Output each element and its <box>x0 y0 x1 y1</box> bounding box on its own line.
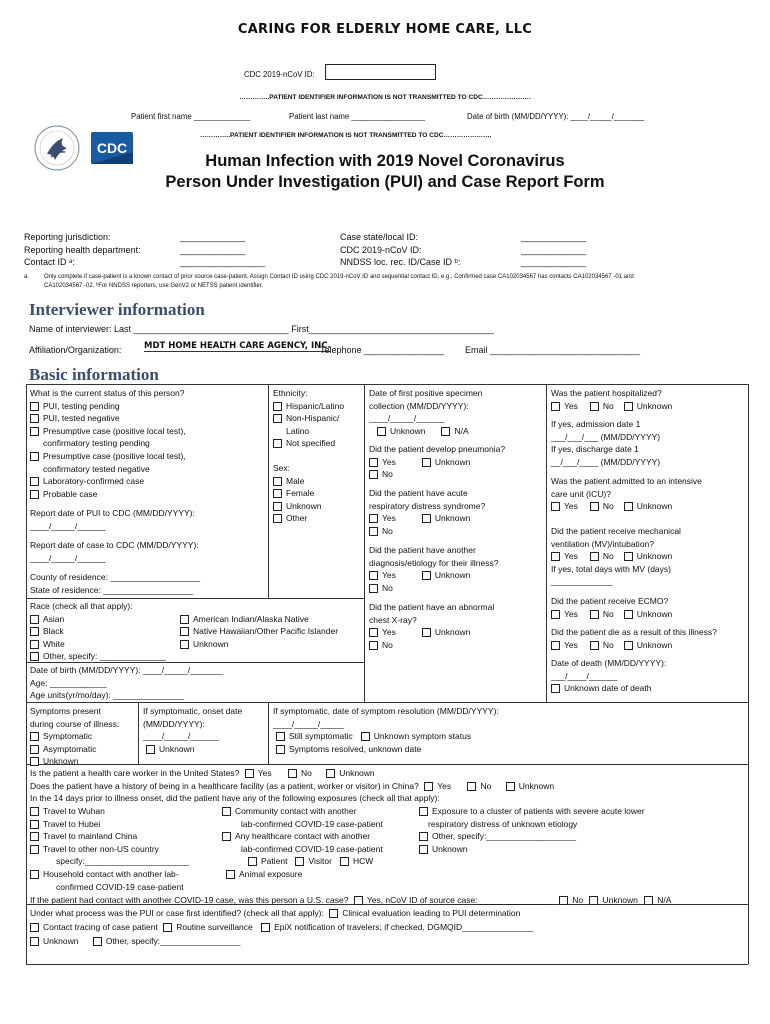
asymptomatic-checkbox[interactable] <box>30 745 39 754</box>
routine-surveillance-label: Routine surveillance <box>176 922 253 932</box>
process-unknown-label: Unknown <box>43 936 79 946</box>
mv-no-label: No <box>602 551 614 562</box>
race-unknown-label: Unknown <box>193 638 229 649</box>
ards-no-checkbox[interactable] <box>369 527 378 536</box>
admission-label: If yes, admission date 1 <box>551 419 641 429</box>
process-unknown-checkbox[interactable] <box>30 937 39 946</box>
unknown-status-checkbox[interactable] <box>361 732 370 741</box>
cluster-exposure-label: Exposure to a cluster of patients with severe acute lower <box>432 806 645 816</box>
contact-tracing-checkbox[interactable] <box>30 923 39 932</box>
discharge-field[interactable]: __/___/____ (MM/DD/YYYY) <box>551 456 661 467</box>
footnote-a-line1: Only complete if case-patient is a known contact of prior source case-patient. Assign Contact ID using CDC 2019-nCoV ID and sequential contact ID, e.g., Confirmed case CA102034567 has contacts CA102034567 -01 and <box>44 274 634 280</box>
status-presumptive-pending-label: Presumptive case (positive local test), <box>43 425 186 436</box>
animal-exposure-label: Animal exposure <box>239 868 303 879</box>
travel-wuhan-checkbox[interactable] <box>30 807 39 816</box>
race-white-checkbox[interactable] <box>30 640 39 649</box>
diagnosis-no-checkbox[interactable] <box>369 584 378 593</box>
patient-first-name[interactable]: Patient first name _____________ <box>131 112 251 121</box>
death-date-label: Date of death (MM/DD/YYYY): <box>551 658 667 668</box>
status-pui-pending-checkbox[interactable] <box>30 402 39 411</box>
resolution-field[interactable]: ____/_____/_____ <box>273 718 344 729</box>
status-lab-confirmed-checkbox[interactable] <box>30 477 39 486</box>
xray-yes-label: Yes <box>382 627 396 638</box>
ecmo-yes-checkbox[interactable] <box>551 610 560 619</box>
resolved-unknown-checkbox[interactable] <box>276 745 285 754</box>
ethnicity-nonhispanic-label: Non-Hispanic/ <box>286 413 340 424</box>
hcw-unknown-checkbox[interactable] <box>326 769 335 778</box>
ethnicity-label: Ethnicity: <box>273 388 308 398</box>
sex-label: Sex: <box>273 463 291 473</box>
mv-yes-checkbox[interactable] <box>551 552 560 561</box>
diagnosis-question: Did the patient have another <box>369 545 476 555</box>
healthcare-contact-label: Any healthcare contact with another <box>235 831 371 842</box>
specimen-unknown-label: Unknown <box>390 425 426 436</box>
xray-no-checkbox[interactable] <box>369 641 378 650</box>
ards-question2: respiratory distress syndrome? <box>369 500 486 511</box>
hospitalized-unknown-checkbox[interactable] <box>624 402 633 411</box>
travel-hubei-checkbox[interactable] <box>30 820 39 829</box>
identifier-notice-top: …………..PATIENT IDENTIFIER INFORMATION IS NOT TRANSMITTED TO CDC…………………. <box>239 94 531 101</box>
status-lab-confirmed-label: Laboratory-confirmed case <box>43 476 145 487</box>
epix-checkbox[interactable] <box>261 923 270 932</box>
healthcare-contact-checkbox[interactable] <box>222 832 231 841</box>
travel-other-checkbox[interactable] <box>30 845 39 854</box>
pneumonia-unknown-checkbox[interactable] <box>422 458 431 467</box>
onset-label: If symptomatic, onset date <box>143 706 243 716</box>
status-pui-negative-checkbox[interactable] <box>30 414 39 423</box>
ards-yes-checkbox[interactable] <box>369 514 378 523</box>
xray-question: Did the patient have an abnormal <box>369 602 495 612</box>
resolution-label: If symptomatic, date of symptom resolution (MM/DD/YYYY): <box>273 706 499 716</box>
pneumonia-yes-label: Yes <box>382 456 396 467</box>
sex-unknown-checkbox[interactable] <box>273 502 282 511</box>
icu-no-label: No <box>602 501 614 512</box>
mv-unknown-checkbox[interactable] <box>624 552 633 561</box>
state-field[interactable]: State of residence: ___________________ <box>30 584 194 595</box>
race-nhpi-label: Native Hawaiian/Other Pacific Islander <box>193 626 339 637</box>
ethnicity-hispanic-checkbox[interactable] <box>273 402 282 411</box>
animal-exposure-checkbox[interactable] <box>226 870 235 879</box>
hospitalized-question: Was the patient hospitalized? <box>551 388 662 398</box>
source-yes-label[interactable]: Yes, nCoV ID of source case: _______________ <box>366 895 551 905</box>
patient-dob[interactable]: Date of birth (MM/DD/YYYY): ____/_____/_______ <box>467 112 645 121</box>
community-contact-label: Community contact with another <box>235 806 357 816</box>
hcw-no-checkbox[interactable] <box>288 769 297 778</box>
household-contact-label2: confirmed COVID-19 case-patient <box>56 881 184 892</box>
race-asian-label: Asian <box>43 613 65 624</box>
exposure-unknown-label: Unknown <box>432 843 468 854</box>
status-question: What is the current status of this person? <box>30 388 185 398</box>
status-presumptive-negative-label2: confirmatory tested negative <box>43 463 150 474</box>
died-yes-label: Yes <box>564 639 578 650</box>
hcw-no-label: No <box>300 768 312 778</box>
affiliation-value[interactable]: MDT HOME HEALTH CARE AGENCY, INC. <box>144 341 331 351</box>
report-pui-field[interactable]: ____/_____/______ <box>30 520 106 531</box>
source-unknown-checkbox[interactable] <box>589 896 598 905</box>
race-black-checkbox[interactable] <box>30 627 39 636</box>
source-case-question: If the patient had contact with another COVID-19 case, was this person a U.S. case? <box>30 895 349 905</box>
ethnicity-nonhispanic-checkbox[interactable] <box>273 414 282 423</box>
china-facility-yes-label: Yes <box>437 780 452 791</box>
symptoms-unknown-checkbox[interactable] <box>30 757 39 766</box>
race-black-label: Black <box>43 626 64 637</box>
household-contact-label: Household contact with another lab- <box>43 868 179 879</box>
jurisdiction-field[interactable]: _____________ <box>180 232 246 242</box>
sex-female-checkbox[interactable] <box>273 489 282 498</box>
travel-other-specify[interactable]: specify:______________________ <box>56 856 189 867</box>
pneumonia-yes-checkbox[interactable] <box>369 458 378 467</box>
specimen-date-label: Date of first positive specimen <box>369 388 483 398</box>
hcw-yes-checkbox[interactable] <box>245 769 254 778</box>
sex-female-label: Female <box>286 488 315 499</box>
race-asian-checkbox[interactable] <box>30 615 39 624</box>
icu-question2: care unit (ICU)? <box>551 488 611 499</box>
ecmo-yes-label: Yes <box>564 608 578 619</box>
cdc-logo-text: CDC <box>96 140 128 156</box>
ards-unknown-checkbox[interactable] <box>422 514 431 523</box>
icu-no-checkbox[interactable] <box>590 502 599 511</box>
cluster-exposure-label2: respiratory distress of unknown etiology <box>428 818 578 829</box>
clinical-evaluation-label: Clinical evaluation leading to PUI determination <box>342 908 521 918</box>
diagnosis-unknown-checkbox[interactable] <box>422 571 431 580</box>
pneumonia-question: Did the patient develop pneumonia? <box>369 444 506 454</box>
contact-id-field[interactable]: _________________ <box>180 257 266 268</box>
ards-question: Did the patient have acute <box>369 488 468 498</box>
exposure-other-label: Other, specify:___________________ <box>432 831 577 842</box>
sex-male-label: Male <box>286 475 305 486</box>
status-presumptive-negative-label: Presumptive case (positive local test), <box>43 450 186 461</box>
source-yes-checkbox[interactable] <box>354 896 363 905</box>
source-na-checkbox[interactable] <box>644 896 653 905</box>
diagnosis-yes-label: Yes <box>382 570 396 581</box>
diagnosis-question2: diagnosis/etiology for their illness? <box>369 557 499 568</box>
exposure-other-checkbox[interactable] <box>419 832 428 841</box>
onset-unknown-label: Unknown <box>159 743 195 754</box>
cdc-ncov-id: CDC 2019-nCoV ID: <box>340 244 422 255</box>
community-contact-checkbox[interactable] <box>222 807 231 816</box>
xray-question2: chest X-ray? <box>369 614 417 625</box>
symptoms-present-label2: during course of illness: <box>30 718 120 729</box>
ethnicity-hispanic-label: Hispanic/Latino <box>286 400 345 411</box>
status-pui-pending-label: PUI, testing pending <box>43 400 120 411</box>
pneumonia-no-checkbox[interactable] <box>369 470 378 479</box>
travel-wuhan-label: Travel to Wuhan <box>43 806 105 816</box>
community-contact-label2: lab-confirmed COVID-19 case-patient <box>241 818 383 829</box>
footnote-a-label: a. <box>24 274 30 280</box>
form-title-line2: Person Under Investigation (PUI) and Case Report Form <box>165 173 605 191</box>
symptomatic-label: Symptomatic <box>43 731 93 741</box>
ards-unknown-label: Unknown <box>434 513 471 524</box>
contact-hcw-label: HCW <box>352 856 374 867</box>
contact-visitor-label: Visitor <box>308 856 332 867</box>
mv-question2: ventilation (MV)/intubation? <box>551 538 655 549</box>
icu-yes-label: Yes <box>564 501 578 512</box>
source-no-label: No <box>572 895 584 905</box>
diagnosis-yes-checkbox[interactable] <box>369 571 378 580</box>
hcw-question: Is the patient a health care worker in the United States? <box>30 768 240 778</box>
ecmo-question: Did the patient receive ECMO? <box>551 596 669 606</box>
nndss-field[interactable]: _____________ <box>521 257 587 268</box>
travel-other-label: Travel to other non-US country <box>43 843 159 854</box>
hospitalized-no-checkbox[interactable] <box>590 402 599 411</box>
mv-question: Did the patient receive mechanical <box>551 526 681 536</box>
icu-yes-checkbox[interactable] <box>551 502 560 511</box>
specimen-unknown-checkbox[interactable] <box>377 427 386 436</box>
resolved-unknown-label: Symptoms resolved, unknown date <box>289 743 422 754</box>
case-state-field[interactable]: _____________ <box>521 232 587 242</box>
ecmo-no-checkbox[interactable] <box>590 610 599 619</box>
hospitalized-yes-checkbox[interactable] <box>551 402 560 411</box>
specimen-date-field[interactable]: ____/_____/______ <box>369 413 445 424</box>
specimen-na-label: N/A <box>454 425 469 436</box>
footnote-a-line2: CA102034567 -02. ᵇFor NNDSS reporters, use GenV2 or NETSS patient identifier. <box>44 283 264 289</box>
still-symptomatic-label: Still symptomatic <box>289 731 353 742</box>
email-field[interactable]: Email ______________________________ <box>465 345 641 355</box>
patient-last-name[interactable]: Patient last name _________________ <box>289 112 426 121</box>
sex-male-checkbox[interactable] <box>273 477 282 486</box>
contact-patient-checkbox[interactable] <box>248 857 257 866</box>
death-unknown-checkbox[interactable] <box>551 684 560 693</box>
xray-unknown-label: Unknown <box>434 627 471 638</box>
asymptomatic-label: Asymptomatic <box>43 743 97 754</box>
ards-no-label: No <box>382 525 393 536</box>
race-label: Race (check all that apply): <box>30 601 133 611</box>
interviewer-name-line[interactable]: Name of interviewer: Last _______________________________ First_____________________________________ <box>29 324 494 334</box>
icu-question: Was the patient admitted to an intensive <box>551 476 702 486</box>
china-facility-question: Does the patient have a history of being in a healthcare facility (as a patient, worker or visitor) in China? <box>30 780 419 791</box>
mv-days-label: If yes, total days with MV (days) <box>551 563 671 574</box>
contact-id: Contact ID ᵃ: <box>24 257 75 268</box>
symptoms-present-label: Symptoms present <box>30 706 101 716</box>
basic-heading: Basic information <box>29 365 159 384</box>
identifier-notice-bottom: …………..PATIENT IDENTIFIER INFORMATION IS NOT TRANSMITTED TO CDC…………………. <box>200 132 492 139</box>
nndss-id: NNDSS loc. rec. ID/Case ID ᵇ: <box>340 257 461 268</box>
death-date-field[interactable]: ___/____/______ <box>551 670 618 681</box>
race-unknown-checkbox[interactable] <box>180 640 189 649</box>
sex-unknown-label: Unknown <box>286 500 322 511</box>
cdc-id-label: CDC 2019-nCoV ID: <box>244 70 315 79</box>
onset-field[interactable]: ____/_____/______ <box>143 731 219 742</box>
race-nhpi-checkbox[interactable] <box>180 627 189 636</box>
ethnicity-nonhispanic-label2: Latino <box>286 425 310 436</box>
status-presumptive-pending-label2: confirmatory testing pending <box>43 438 150 449</box>
hcw-unknown-label: Unknown <box>339 768 375 778</box>
process-other-checkbox[interactable] <box>93 937 102 946</box>
epix-label[interactable]: EpiX notification of travelers; if checked, DGMQID_______________ <box>274 922 534 932</box>
pneumonia-unknown-label: Unknown <box>434 456 471 467</box>
status-pui-negative-label: PUI, tested negative <box>43 413 120 424</box>
china-facility-unknown-checkbox[interactable] <box>506 782 515 791</box>
china-facility-yes-checkbox[interactable] <box>424 782 433 791</box>
source-unknown-label: Unknown <box>602 895 638 905</box>
china-facility-no-label: No <box>480 780 492 791</box>
symptomatic-checkbox[interactable] <box>30 732 39 741</box>
symptoms-unknown-label: Unknown <box>43 756 79 767</box>
mv-yes-label: Yes <box>564 551 578 562</box>
travel-hubei-label: Travel to Hubei <box>43 818 101 829</box>
cdc-ncov-field[interactable]: _____________ <box>521 244 587 255</box>
agency-name: CARING FOR ELDERLY HOME CARE, LLC <box>237 22 533 37</box>
case-state-id: Case state/local ID: <box>340 232 419 242</box>
specimen-na-checkbox[interactable] <box>441 427 450 436</box>
source-na-label: N/A <box>657 895 672 905</box>
routine-surveillance-checkbox[interactable] <box>163 923 172 932</box>
cdc-id-field[interactable] <box>325 64 436 80</box>
contact-tracing-label: Contact tracing of case patient <box>43 922 158 932</box>
exposure-14days-label: In the 14 days prior to illness onset, did the patient have any of the following exposures (check all that apply): <box>30 793 440 804</box>
interviewer-heading: Interviewer information <box>29 300 205 319</box>
mv-no-checkbox[interactable] <box>590 552 599 561</box>
travel-china-checkbox[interactable] <box>30 832 39 841</box>
status-probable-checkbox[interactable] <box>30 490 39 499</box>
died-no-label: No <box>602 639 614 650</box>
contact-patient-label: Patient <box>261 856 288 867</box>
age-field[interactable]: Age: ____________ <box>30 677 107 688</box>
xray-yes-checkbox[interactable] <box>369 628 378 637</box>
onset-label2: (MM/DD/YYYY): <box>143 718 205 729</box>
ethnicity-not-specified-label: Not specified <box>286 438 336 449</box>
affiliation-label: Affiliation/Organization: <box>29 345 122 355</box>
diagnosis-no-label: No <box>382 582 393 593</box>
reporting-jurisdiction: Reporting jurisdiction: <box>24 232 111 242</box>
telephone-field[interactable]: Telephone ________________ <box>320 345 445 355</box>
died-yes-checkbox[interactable] <box>551 641 560 650</box>
china-facility-unknown-label: Unknown <box>518 780 555 791</box>
pneumonia-no-label: No <box>382 469 393 480</box>
department-field[interactable]: _____________ <box>180 244 246 255</box>
ecmo-no-label: No <box>602 608 614 619</box>
race-white-label: White <box>43 638 65 649</box>
china-facility-no-checkbox[interactable] <box>467 782 476 791</box>
age-units-field[interactable]: Age units(yr/mo/day): _______________ <box>30 690 185 701</box>
cluster-exposure-checkbox[interactable] <box>419 807 428 816</box>
county-field[interactable]: County of residence: ___________________ <box>30 572 201 582</box>
healthcare-contact-label2: lab-confirmed COVID-19 case-patient <box>241 843 383 854</box>
admission-field[interactable]: ___/___/___ (MM/DD/YYYY) <box>551 431 661 442</box>
race-other-checkbox[interactable] <box>30 652 39 661</box>
ecmo-unknown-checkbox[interactable] <box>624 610 633 619</box>
race-aian-checkbox[interactable] <box>180 615 189 624</box>
death-unknown-label: Unknown date of death <box>564 683 652 694</box>
contact-visitor-checkbox[interactable] <box>295 857 304 866</box>
mv-days-field[interactable]: _____________ <box>551 576 613 587</box>
contact-hcw-checkbox[interactable] <box>340 857 349 866</box>
icu-unknown-label: Unknown <box>636 501 673 512</box>
specimen-date-label2: collection (MM/DD/YYYY): <box>369 400 469 411</box>
still-symptomatic-checkbox[interactable] <box>276 732 285 741</box>
exposure-unknown-checkbox[interactable] <box>419 845 428 854</box>
form-title-line1: Human Infection with 2019 Novel Coronavirus <box>205 152 565 170</box>
died-unknown-checkbox[interactable] <box>624 641 633 650</box>
report-case-label: Report date of case to CDC (MM/DD/YYYY): <box>30 540 199 550</box>
icu-unknown-checkbox[interactable] <box>624 502 633 511</box>
status-presumptive-pending-checkbox[interactable] <box>30 427 39 436</box>
onset-unknown-checkbox[interactable] <box>146 745 155 754</box>
hospitalized-yes-label: Yes <box>564 400 578 411</box>
status-presumptive-negative-checkbox[interactable] <box>30 452 39 461</box>
status-probable-label: Probable case <box>43 488 98 499</box>
died-question: Did the patient die as a result of this illness? <box>551 627 717 637</box>
reporting-department: Reporting health department: <box>24 244 141 255</box>
report-case-field[interactable]: ____/_____/______ <box>30 552 106 563</box>
xray-unknown-checkbox[interactable] <box>422 628 431 637</box>
sex-other-label: Other <box>286 513 308 524</box>
unknown-status-label: Unknown symptom status <box>373 731 472 742</box>
hospitalized-no-label: No <box>602 400 614 411</box>
source-no-checkbox[interactable] <box>559 896 568 905</box>
xray-no-label: No <box>382 639 393 650</box>
died-no-checkbox[interactable] <box>590 641 599 650</box>
report-pui-label: Report date of PUI to CDC (MM/DD/YYYY): <box>30 508 195 518</box>
diagnosis-unknown-label: Unknown <box>434 570 471 581</box>
dob-field[interactable]: Date of birth (MM/DD/YYYY): ____/_____/_______ <box>30 665 224 675</box>
ards-yes-label: Yes <box>382 513 396 524</box>
race-other-label: Other, specify: ______________ <box>43 651 166 662</box>
hcw-yes-label: Yes <box>257 768 272 778</box>
travel-china-label: Travel to mainland China <box>43 831 138 842</box>
household-contact-checkbox[interactable] <box>30 870 39 879</box>
ecmo-unknown-label: Unknown <box>636 608 673 619</box>
hospitalized-unknown-label: Unknown <box>636 400 673 411</box>
discharge-label: If yes, discharge date 1 <box>551 444 639 455</box>
process-question: Under what process was the PUI or case first identified? (check all that apply): <box>30 908 324 918</box>
process-other-label[interactable]: Other, specify:_________________ <box>105 936 241 946</box>
clinical-evaluation-checkbox[interactable] <box>329 909 338 918</box>
sex-other-checkbox[interactable] <box>273 514 282 523</box>
mv-unknown-label: Unknown <box>636 551 673 562</box>
race-aian-label: American Indian/Alaska Native <box>193 613 309 624</box>
ethnicity-not-specified-checkbox[interactable] <box>273 439 282 448</box>
died-unknown-label: Unknown <box>636 639 673 650</box>
